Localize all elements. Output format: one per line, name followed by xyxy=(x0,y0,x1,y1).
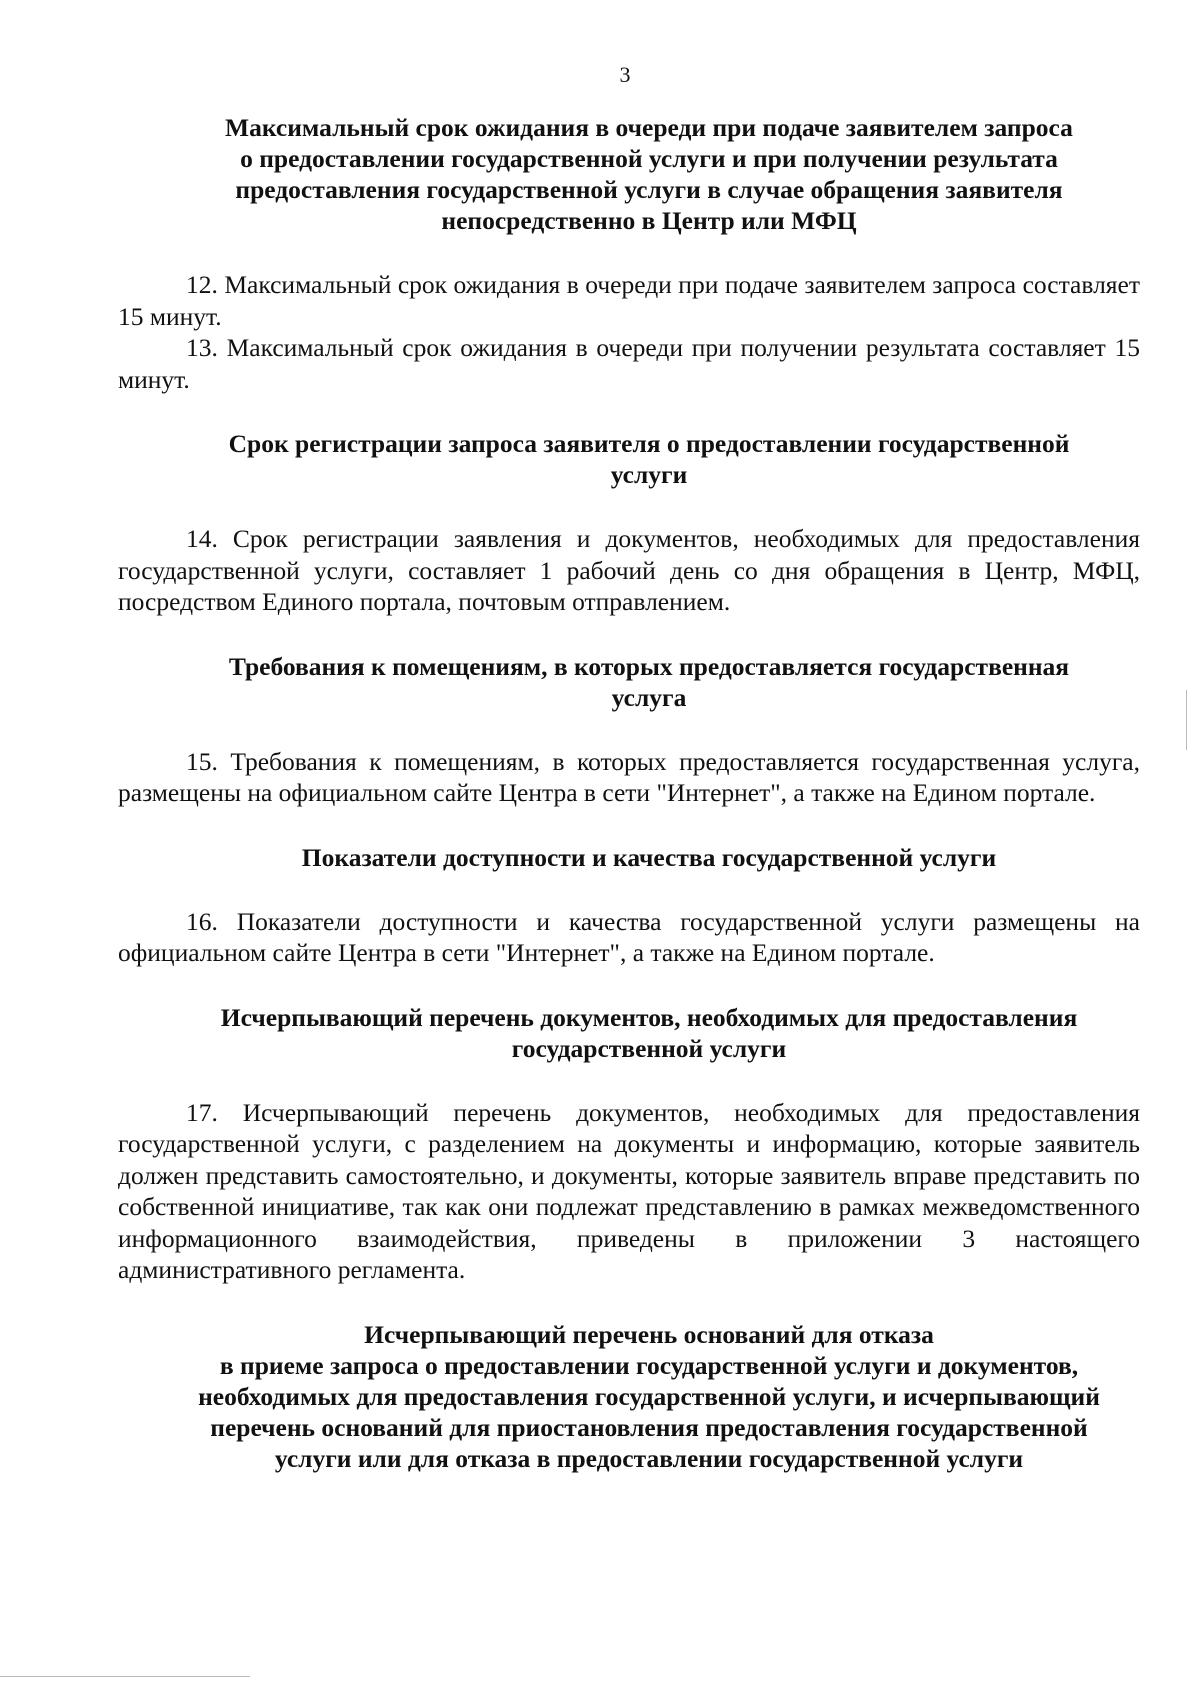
section-heading-line: перечень оснований для приостановления предоставления государственной xyxy=(210,1412,1088,1442)
section-spacer xyxy=(118,809,1140,842)
document-section xyxy=(118,1286,1140,1474)
section-heading-line: Максимальный срок ожидания в очереди при подаче заявителем запроса xyxy=(225,113,1073,142)
section-heading-line: Показатели доступности и качества государственной услуги xyxy=(301,842,997,872)
section-heading xyxy=(118,842,1140,873)
heading-spacer xyxy=(118,236,1140,269)
heading-spacer xyxy=(118,490,1140,523)
section-heading xyxy=(118,428,1140,490)
section-heading xyxy=(118,112,1140,236)
numbered-paragraph: 17. Исчерпывающий перечень документов, необходимых для предоставления государственной услуги, с разделением на документы и информацию, которые заявитель должен представить самостоятельно, и документы, которые заявитель вправе представить по собственной инициативе, так как они подлежат представлению в рамках межведомственного информационного взаимодействия, приведены в приложении 3 настоящего административного регламента. xyxy=(118,1097,1140,1284)
section-spacer xyxy=(118,1286,1140,1319)
section-heading-line: в приеме запроса о предоставлении государственной услуги и документов, xyxy=(219,1350,1079,1380)
numbered-paragraph: 13. Максимальный срок ожидания в очереди при получении результата составляет 15 минут. xyxy=(118,333,1140,394)
section-spacer xyxy=(118,395,1140,428)
document-section xyxy=(118,395,1140,618)
numbered-paragraph: 15. Требования к помещениям, в которых предоставляется государственная услуга, размещены на официальном сайте Центра в сети "Интернет", а также на Едином портале. xyxy=(118,746,1140,807)
numbered-paragraph: 14. Срок регистрации заявления и документов, необходимых для предоставления государственной услуги, составляет 1 рабочий день со дня обращения в Центр, МФЦ, посредством Единого портала, почтовым отправлением. xyxy=(118,524,1140,616)
page-number: 3 xyxy=(619,62,631,87)
section-heading-line: непосредственно в Центр или МФЦ xyxy=(441,206,857,235)
section-spacer xyxy=(118,969,1140,1002)
section-heading xyxy=(118,1319,1140,1474)
scan-edge-mark xyxy=(1186,690,1187,750)
scan-bottom-line xyxy=(0,1676,250,1677)
document-section xyxy=(118,809,1140,969)
heading-spacer xyxy=(118,1064,1140,1097)
section-heading-line: Исчерпывающий перечень документов, необходимых для предоставления xyxy=(220,1002,1078,1032)
section-heading xyxy=(118,1002,1140,1064)
document-section xyxy=(118,969,1140,1286)
document-section xyxy=(118,112,1140,395)
numbered-paragraph: 12. Максимальный срок ожидания в очереди при подаче заявителем запроса составляет 15 минут. xyxy=(118,270,1140,331)
section-heading-line: Требования к помещениям, в которых предоставляется государственная xyxy=(228,651,1070,681)
section-heading xyxy=(118,651,1140,713)
section-heading-line: государственной услуги xyxy=(511,1033,787,1063)
section-heading-line: Исчерпывающий перечень оснований для отказа xyxy=(364,1319,934,1349)
section-heading-line: услуги xyxy=(610,460,688,489)
section-heading-line: услуга xyxy=(611,682,687,712)
heading-spacer xyxy=(118,873,1140,906)
section-heading-line: услуги или для отказа в предоставлении государственной услуги xyxy=(274,1443,1024,1473)
section-spacer xyxy=(118,618,1140,651)
document-body xyxy=(118,112,1140,1474)
document-section xyxy=(118,618,1140,809)
heading-spacer xyxy=(118,713,1140,746)
section-heading-line: Срок регистрации запроса заявителя о предоставлении государственной xyxy=(228,429,1070,458)
section-heading-line: о предоставлении государственной услуги и при получении результата xyxy=(240,144,1058,173)
numbered-paragraph: 16. Показатели доступности и качества государственной услуги размещены на официальном сайте Центра в сети "Интернет", а также на Едином портале. xyxy=(118,906,1140,967)
section-heading-line: предоставления государственной услуги в случае обращения заявителя xyxy=(235,175,1063,204)
section-heading-line: необходимых для предоставления государственной услуги, и исчерпывающий xyxy=(198,1381,1100,1411)
